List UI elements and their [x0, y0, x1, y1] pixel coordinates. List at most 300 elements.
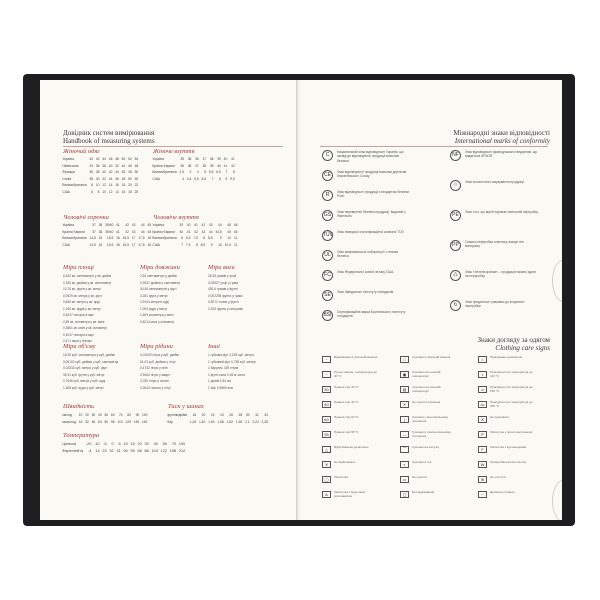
list-label: куб. ярда у куб. метрі	[71, 385, 104, 390]
list-label: 2,54 см	[219, 379, 231, 383]
list-value: 1,196	[63, 306, 71, 311]
row-label: Цельсія	[62, 442, 77, 447]
table-cell: 30	[144, 442, 149, 447]
table-cell: 36	[89, 170, 94, 175]
table-cell: 4,5	[186, 176, 192, 181]
table-cell: 22	[134, 183, 139, 188]
left-title-en: Handbook of measuring systems	[63, 137, 155, 145]
table-cell: 129	[125, 419, 131, 424]
list-value: 1 губкова фут	[208, 353, 229, 357]
care-sign-text: Хімчистка з будь-яким розчинником	[334, 490, 365, 498]
table-cell: 10	[123, 442, 128, 447]
list-value: 16,39	[63, 353, 71, 357]
care-heading-ua: Знаки догляду за одягом	[477, 336, 550, 344]
care-sign-text: Не сушити в машині	[412, 400, 441, 404]
care-sign-text: Не сушити	[412, 475, 427, 479]
list-item	[140, 286, 180, 293]
conformity-mark-icon: ↻	[450, 300, 461, 311]
list-label: куб. дюйма у літрі	[148, 359, 176, 364]
row-label: миль/год	[62, 419, 76, 424]
list-label: куб. метра у куб. ярді	[73, 379, 106, 383]
conformity-mark-text: Знак відповідності продукції стандартам безпеки Росії.	[337, 190, 410, 199]
list-item	[140, 273, 180, 280]
list-label: куб. метра у куб. футі	[75, 366, 108, 370]
table-cell: 11	[233, 242, 238, 247]
table-cell: 37	[202, 157, 207, 162]
table-cell: 14,5	[89, 242, 96, 247]
table-cell: 48	[121, 176, 126, 181]
weight-heading: Міри ваги	[208, 264, 235, 271]
list-value: 6,452	[63, 274, 71, 278]
table-cell: 5,5	[194, 176, 199, 181]
list-value: 0,155	[63, 280, 71, 285]
table-cell: 70	[171, 442, 177, 447]
care-sign-icon: ▭	[400, 476, 409, 483]
list-value: 1 баррель	[208, 366, 223, 370]
table-cell: 44,5	[215, 229, 222, 234]
table-cell: 68	[137, 448, 142, 453]
list-label: 159 літрів	[223, 366, 239, 370]
table-cell: 23	[102, 448, 107, 453]
list-label: дюйма у сантиметрі	[150, 280, 181, 285]
misc-heading: Інші	[208, 343, 220, 350]
conformity-mark-text: Знак придатності упаковки до вторинної переробки.	[465, 300, 525, 309]
care-sign-text: Не чистити	[490, 475, 506, 479]
table-cell: 15	[98, 236, 103, 241]
care-sign-text: Прасувати при температурі до 110 °С	[490, 370, 533, 378]
table-cell: 30	[91, 413, 96, 418]
row-label: Україна	[152, 223, 165, 228]
list-label: унції у грамі	[220, 280, 239, 285]
list-value: 10,76	[63, 287, 71, 291]
list-value: 0,2642	[140, 385, 150, 390]
table-cell: 52	[134, 176, 139, 181]
table-cell: 40	[108, 163, 113, 168]
table-cell: 39	[179, 223, 184, 228]
care-sign-icon: ~	[478, 491, 487, 498]
table-cell: 34	[264, 413, 268, 418]
list-value: 0,06102	[63, 359, 75, 364]
table-cell: 1,54	[208, 419, 215, 424]
table-cell: 8,5	[200, 242, 206, 247]
table-row	[151, 242, 239, 249]
length-values	[140, 273, 180, 325]
list-value: 3,281	[140, 293, 148, 298]
table-cell: 10	[78, 413, 83, 418]
care-sign-icon: 30	[322, 386, 331, 393]
conformity-mark-text: Знак екологічного маркування продукції.	[465, 180, 525, 184]
table-cell: 158	[169, 448, 177, 453]
list-label: куб. дюйма у куб. сантиметрі	[75, 359, 119, 364]
conformity-mark-text: Знак відповідності продукції вимогам директив Європейського Союзу.	[337, 170, 407, 179]
table-cell: 8,5	[207, 236, 213, 241]
care-sign-icon: 60	[322, 416, 331, 423]
table-cell: 35	[187, 157, 192, 162]
list-value: 1 дюйм	[208, 379, 219, 383]
table-cell: 10	[95, 183, 100, 188]
table-cell: 14	[115, 189, 119, 194]
table-cell: 42	[231, 163, 235, 168]
table-cell: 15	[98, 242, 103, 247]
care-sign-text: Хімчистка з вуглеводнями	[490, 445, 527, 449]
table-cell: 44	[140, 223, 145, 228]
table-cell: 6	[181, 236, 184, 241]
list-value: 0,02832	[63, 366, 75, 370]
table-cell: 37	[92, 223, 96, 228]
conformity-mark-icon: ♲	[450, 180, 461, 191]
table-cell: 40	[223, 157, 228, 162]
temperature-table	[61, 441, 187, 454]
volume-values	[63, 352, 118, 391]
left-title-ua: Довідник систем вимірювання	[63, 129, 155, 137]
table-cell: -5	[103, 442, 107, 447]
table-cell: 7	[225, 170, 228, 175]
table-cell: 18	[121, 183, 126, 188]
care-sign-icon: 40	[322, 401, 331, 408]
table-cell: 20	[201, 413, 206, 418]
table-cell: 14,5	[89, 236, 96, 241]
table-cell: 10	[218, 242, 222, 247]
table-cell: 37	[195, 163, 199, 168]
care-sign-icon: •	[478, 371, 487, 378]
conformity-mark-text: Символ переробки пластику, вказує тип матеріалу.	[465, 240, 524, 249]
care-sign-icon: ◐	[400, 461, 409, 468]
table-cell: 9,5	[230, 176, 235, 181]
table-cell: 10	[102, 189, 106, 194]
men-shoes-table	[151, 222, 239, 248]
table-cell: 20	[85, 413, 89, 418]
table-cell: 35	[180, 163, 184, 168]
care-sign-icon: □	[400, 356, 409, 363]
left-page	[40, 80, 297, 520]
table-cell: 18	[192, 413, 197, 418]
conformity-mark-icon: UL	[322, 250, 333, 261]
table-cell: 18	[147, 242, 152, 247]
table-cell: 42	[125, 223, 129, 228]
list-item	[63, 273, 111, 280]
right-title-ua: Міжнародні знаки відповідності	[453, 129, 550, 137]
care-sign-text: Прання при 30 °С	[334, 385, 359, 389]
conformity-mark-text: Знак відповідності французьким стандартам, що видається AFNOR.	[465, 150, 538, 159]
conformity-mark-icon: BSI	[322, 310, 333, 321]
list-label: 0,765 куб. метра	[231, 359, 256, 364]
women-clothing-table	[61, 156, 140, 195]
table-cell: 42	[201, 223, 206, 228]
list-value: 0,9072	[208, 300, 218, 304]
table-cell: 9	[225, 176, 228, 181]
table-cell: 2,24	[252, 419, 259, 424]
care-sign-icon: ~	[322, 356, 331, 363]
liquid-values	[140, 352, 179, 391]
table-cell: 44	[115, 170, 119, 175]
row-label: США	[62, 189, 70, 194]
list-item	[140, 319, 180, 326]
table-cell: 44	[208, 229, 213, 234]
list-item	[140, 385, 179, 392]
table-cell: 44	[121, 163, 126, 168]
list-value: 0,7646	[63, 379, 73, 383]
list-value: 0,4047	[63, 332, 73, 337]
table-cell: 122	[160, 448, 167, 453]
table-cell: 41	[116, 229, 120, 234]
table-cell: 41	[194, 223, 198, 228]
list-label: кв. метра у кв. футі	[73, 293, 102, 298]
row-label: Великобританія	[62, 236, 87, 241]
list-value: 35,31	[63, 372, 71, 377]
table-cell: 0	[111, 442, 114, 447]
table-cell: 80	[127, 413, 131, 418]
row-label: Великобританія	[62, 183, 87, 188]
list-value: 0,002205	[208, 293, 222, 298]
care-sign-text: Делікатне прання	[490, 490, 515, 494]
table-cell: 8	[91, 183, 94, 188]
care-sign-icon: ••	[478, 386, 487, 393]
list-item	[63, 352, 118, 359]
table-cell: 8	[97, 189, 100, 194]
list-label: грамів у унції	[216, 274, 237, 278]
table-cell: 46	[128, 163, 132, 168]
table-cell: 14	[95, 448, 100, 453]
table-cell: 40	[89, 157, 94, 162]
table-cell: 50	[123, 448, 128, 453]
table-cell: 38	[89, 176, 94, 181]
care-sign-icon: △	[322, 446, 331, 453]
list-value: 0,9464	[140, 372, 150, 377]
list-label: кв. кілометра у кв. милі	[70, 319, 105, 324]
care-sign-icon: ◯	[322, 476, 331, 483]
conformity-mark-text: Знак німецької сертифікаційної компанії TÜV.	[337, 230, 405, 234]
list-value: 1 губковий фут	[208, 359, 231, 364]
list-label: ярда у метрі	[148, 306, 168, 311]
list-label: гектара в акрі	[73, 332, 94, 337]
misc-values	[208, 352, 256, 391]
table-cell: 52	[128, 157, 132, 162]
table-cell: 41	[231, 157, 235, 162]
table-cell: 1,96	[235, 419, 243, 424]
care-sign-icon: ▢	[400, 491, 409, 498]
table-cell: 16,5	[122, 236, 129, 241]
table-cell: 4	[196, 170, 199, 175]
table-cell: 16	[121, 189, 126, 194]
table-cell: 38	[98, 223, 103, 228]
right-title-en: International marks of conformity	[454, 137, 550, 145]
table-row	[151, 176, 236, 183]
list-value: 3,785	[140, 379, 148, 383]
care-sign-icon: —	[400, 431, 409, 438]
conformity-mark-icon: PP	[450, 240, 461, 251]
care-sign-icon: ⊗	[478, 476, 487, 483]
table-cell: 11	[233, 236, 238, 241]
row-label: Україна	[152, 157, 165, 162]
list-value: 0,3861	[63, 326, 73, 330]
table-row	[61, 419, 149, 426]
table-cell: 40	[95, 176, 100, 181]
care-sign-text: Хімчистка	[334, 475, 348, 479]
list-label: 0,9869 атм	[216, 385, 233, 390]
list-value: 1,308	[63, 385, 71, 390]
table-cell: 28	[238, 413, 243, 418]
row-label: Великобританія	[152, 236, 177, 241]
table-cell: 20	[128, 183, 132, 188]
list-item	[208, 286, 243, 293]
list-label: 0,45 кг-сили	[227, 372, 245, 377]
care-sign-text: Ручне прання, температура до 40 °С	[334, 370, 377, 378]
row-label: Україна	[62, 223, 75, 228]
table-row	[61, 242, 152, 249]
table-row	[166, 419, 269, 426]
conformity-mark-icon: TÜV	[322, 230, 333, 241]
table-cell: 5	[118, 442, 121, 447]
care-sign-text: Сушіння на мотузці	[412, 445, 440, 449]
table-cell: 80	[104, 419, 109, 424]
table-cell: 22	[210, 413, 215, 418]
table-cell: 86	[144, 448, 149, 453]
table-cell: 41	[223, 163, 228, 168]
list-item	[208, 306, 243, 313]
care-sign-text: Без віджимання	[412, 490, 435, 494]
table-cell: 30	[245, 413, 250, 418]
table-cell: 41	[116, 448, 121, 453]
table-cell: 42	[125, 229, 129, 234]
list-label: куб. сантиметри у куб. дюймі	[71, 353, 115, 357]
table-cell: 7	[181, 242, 184, 247]
care-sign-text: Віджимання в пральній машині	[334, 355, 378, 359]
care-sign-text: Прання при 95 °С	[334, 430, 359, 434]
care-sign-icon: ✕	[400, 401, 409, 408]
volume-heading: Міри об'єму	[63, 343, 96, 350]
table-cell: 46	[121, 170, 126, 175]
table-cell: 70	[118, 413, 123, 418]
table-cell: 6,5	[201, 176, 207, 181]
table-cell: 7	[211, 176, 214, 181]
table-cell: 9	[219, 236, 222, 241]
row-label: Німеччина	[62, 163, 79, 168]
length-heading: Міри довжини	[140, 264, 180, 271]
table-cell: 32	[255, 413, 259, 418]
table-cell: 39	[217, 157, 221, 162]
table-cell: 41	[186, 229, 191, 234]
list-item	[140, 352, 179, 359]
men-shirts-heading: Чоловічі сорочки	[63, 214, 109, 221]
table-cell: 42	[108, 170, 113, 175]
table-cell: 46	[115, 176, 119, 181]
list-value: 2,59	[63, 319, 70, 324]
conformity-mark-text: Знак американської лабораторії з техніки безпеки.	[337, 250, 399, 259]
care-sign-icon: ⌒	[400, 446, 409, 453]
row-label: Великобританія	[152, 170, 177, 175]
list-label: кв. метра у кв. ярді	[71, 300, 100, 304]
list-value: 30,48	[140, 287, 148, 291]
table-cell: 90	[135, 413, 140, 418]
area-values	[63, 273, 111, 345]
temperature-heading: Температура	[63, 432, 100, 439]
table-cell: 48	[134, 163, 139, 168]
care-sign-text: Сушіння в тіні	[412, 460, 432, 464]
care-sign-icon: •••	[478, 401, 487, 408]
table-cell: 37	[92, 229, 96, 234]
table-cell: 46	[108, 157, 113, 162]
care-sign-icon: ▤	[400, 386, 409, 393]
table-cell: 100	[142, 413, 148, 418]
table-cell: 44	[140, 229, 145, 234]
list-label: літри у кварті	[150, 372, 171, 377]
table-cell: 41	[116, 223, 120, 228]
table-cell: 44	[108, 176, 113, 181]
care-sign-text: Сушіння при високій температурі	[412, 385, 441, 393]
list-value: 0,3937	[140, 280, 150, 285]
list-value: 2,54	[140, 274, 147, 278]
table-cell: 40	[98, 413, 102, 418]
care-sign-icon: ▣	[400, 371, 409, 378]
table-cell: 7,5	[185, 242, 191, 247]
table-cell: 32	[85, 419, 89, 424]
conformity-mark-icon: C	[322, 150, 333, 161]
table-cell: 16	[78, 419, 83, 424]
conformity-mark-text: Національний знак відповідності України, що засвідчує відповідність продукції вимогам безпеки.	[337, 150, 404, 163]
area-heading: Міри площі	[63, 264, 94, 271]
list-label: милі у кілометрі	[150, 319, 175, 324]
list-value: 1 фунт-сила	[208, 372, 227, 377]
conformity-mark-icon: GS	[322, 210, 333, 221]
table-cell: 17,5	[138, 242, 145, 247]
list-label: фунти у кілограмі	[216, 306, 243, 311]
table-cell: 3	[189, 170, 192, 175]
list-label: літра у куб. дюймі	[152, 353, 179, 357]
table-cell: 50	[134, 170, 139, 175]
table-cell: 113	[117, 419, 123, 424]
list-item	[208, 352, 256, 359]
row-label: Країни Європи	[62, 229, 85, 234]
row-label: Франція	[62, 170, 75, 175]
table-cell: 16,5	[122, 242, 129, 247]
table-cell: 2,38	[261, 419, 268, 424]
table-cell: 38	[209, 157, 214, 162]
table-cell: 17	[131, 236, 136, 241]
list-label: кв. дюйма у кв. сантиметрі	[71, 280, 112, 285]
list-item	[63, 325, 111, 332]
conformity-mark-icon: CE	[322, 170, 333, 181]
table-cell: 38	[98, 229, 103, 234]
table-cell: 50	[104, 413, 109, 418]
table-cell: 8	[219, 176, 221, 181]
divider	[320, 146, 548, 147]
table-cell: 36	[95, 163, 100, 168]
care-sign-icon: F	[478, 446, 487, 453]
table-cell: 64	[98, 419, 102, 424]
table-cell: 2,5	[179, 170, 184, 175]
list-label: грамів у фунті	[216, 287, 238, 291]
table-cell: 42	[115, 163, 119, 168]
care-sign-icon: ✕	[322, 461, 331, 468]
table-cell: 15	[130, 442, 135, 447]
table-cell: 10	[227, 236, 231, 241]
conformity-mark-text: Знак перевіреної безпеки продукції, виданий у Німеччині.	[337, 210, 406, 219]
care-sign-text: Прасувати при температурі до 150 °С	[490, 385, 533, 393]
table-cell: 43	[131, 223, 136, 228]
table-row	[61, 448, 187, 455]
list-value: 0,6214	[140, 319, 150, 324]
care-sign-text: Професійна вологочистка	[490, 460, 527, 464]
table-cell: 38	[202, 163, 207, 168]
conformity-mark-text: Знак Шведського інституту стандартів.	[337, 290, 395, 294]
table-cell: 39	[209, 163, 214, 168]
women-clothing-heading: Жіночий одяг	[63, 148, 100, 155]
row-label: США	[152, 242, 160, 247]
table-cell: 59	[130, 448, 135, 453]
conformity-mark-icon: FC	[322, 270, 333, 281]
table-cell: 18	[128, 189, 132, 194]
list-value: 61,03	[140, 359, 148, 364]
